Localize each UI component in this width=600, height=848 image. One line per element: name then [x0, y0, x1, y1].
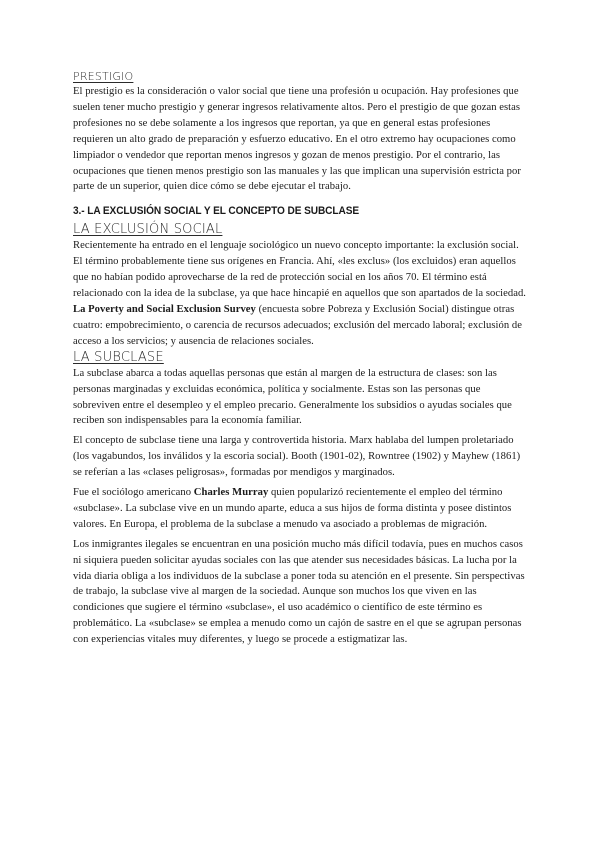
charles-murray-name: Charles Murray — [193, 487, 269, 499]
exclusion-heading: LA EXCLUSIÓN SOCIAL — [73, 222, 223, 238]
prestigio-heading: PRESTIGIO — [73, 70, 134, 83]
exclusion-text-part1: Recientemente ha entrado en el lenguaje sociológico un nuevo concepto importante: la exclusión social. El término probablemente tiene sus orígenes en Francia. Ahí, «les exclus» (los excluidos) eran aquellos que no habían podido aprovecharse de la red de protección social en los años 70. El término está relacionado con la idea de la subclase, ya que hace hincapié en aquellos que son apartados de la sociedad. — [73, 240, 526, 300]
subclase-paragraph-1: La subclase abarca a todas aquellas personas que están al margen de la estructura de clases: son las personas marginadas y excluidas económica, política y socialmente. Estas son las personas que sobreviven entre el desempleo y el empleo precario. Generalmente los subsidios o ayudas sociales que reciben son indispensables para la economía familiar. — [73, 367, 512, 427]
subclase-p3-part1: Fue el sociólogo americano — [73, 487, 194, 499]
survey-name: La Poverty and Social Exclusion Survey — [73, 303, 256, 315]
exclusion-text-part2: (encuesta sobre Pobreza y Exclusión Social) distingue otras cuatro: empobrecimiento, o carencia de recursos adecuados; exclusión del mercado laboral; exclusión de acceso a los servicios; y ausencia de relaciones sociales. — [73, 303, 522, 347]
document-page — [73, 70, 529, 648]
subclase-p3-part2: quien popularizó recientemente el empleo del término «subclase». La subclase vive en un mundo aparte, educa a sus hijos de forma distinta y posee distintos valores. En Europa, el problema de la subclase a menudo va asociado a problemas de migración. — [73, 487, 512, 530]
subclase-heading: LA SUBCLASE — [73, 349, 164, 365]
subclase-paragraph-3 — [73, 485, 529, 533]
subclase-paragraph-4: Los inmigrantes ilegales se encuentran en una posición mucho más difícil todavía, pues en muchos casos ni siquiera pueden solicitar ayudas sociales con las que atender sus necesidades básicas. La lucha por la vida diaria obliga a los individuos de la subclase a poner toda su atención en el presente. Sin perspectivas de trabajo, la subclase vive al margen de la sociedad. Aunque son muchos los que viven en las condiciones que sugiere el término «subclase», el uso académico o científico de este término es problemático. La «subclase» se emplea a menudo como un cajón de sastre en el que se agrupan personas con experiencias vitales muy diferentes, y luego se procede a estigmatizar las. — [73, 538, 525, 646]
prestigio-paragraph: El prestigio es la consideración o valor social que tiene una profesión u ocupación. Hay profesiones que suelen tener mucho prestigio y generar ingresos relativamente altos. Pero el prestigio de que gozan estas profesiones no se debe solamente a los ingresos que reportan, ya que en general estas profesiones requieren un alto grado de preparación y esfuerzo educativo. En el otro extremo hay ocupaciones como limpiador o vendedor que reportan menos ingresos y gozan de menos prestigio. Por el contrario, las ocupaciones que tienen menos prestigio son las manuales y las que implican una supervisión estricta por parte de un superior, quien dice cómo se debe ejecutar el trabajo. — [73, 86, 521, 193]
section-3-title: 3.- LA EXCLUSIÓN SOCIAL Y EL CONCEPTO DE SUBCLASE — [73, 205, 360, 218]
exclusion-paragraph — [73, 238, 529, 349]
subclase-paragraph-2: El concepto de subclase tiene una larga y controvertida historia. Marx hablaba del lumpen proletariado (los vagabundos, los inválidos y la escoria social). Booth (1901-02), Rowntree (1902) y Mayhew (1861) se referían a las «clases peligrosas», formadas por mendigos y marginados. — [73, 435, 521, 479]
